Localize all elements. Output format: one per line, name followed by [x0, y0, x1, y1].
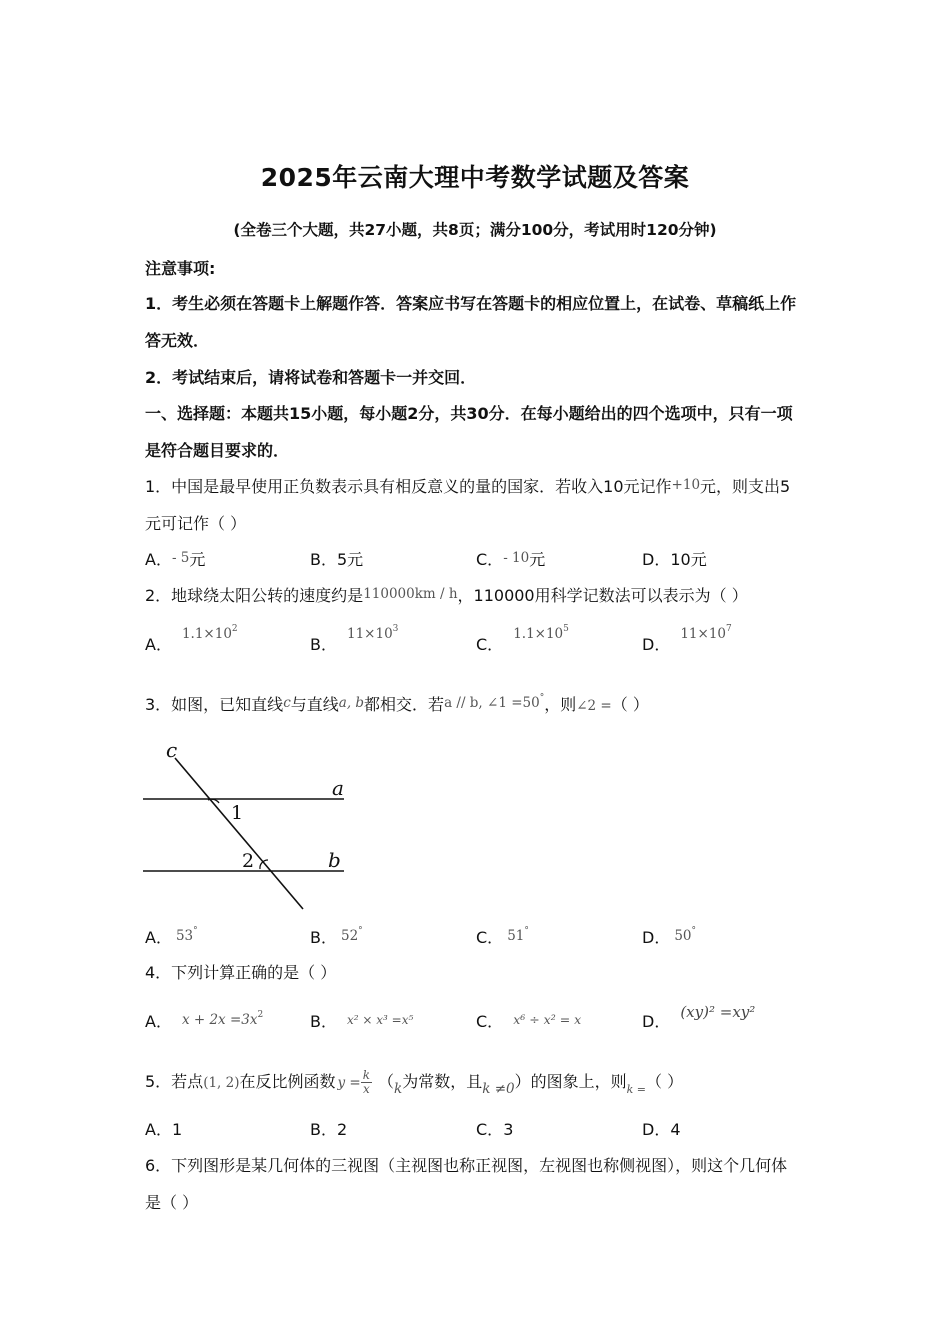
q4-option-b: B． x² × x³ =x⁵: [310, 1012, 414, 1031]
q2-option-a: A．$^{1.1\times 10^2}$: [145, 624, 238, 654]
q3-option-c: C． 51°: [476, 926, 529, 947]
q4-option-a: A． $x + 2x =3x^2$: [145, 1010, 264, 1031]
q1-text-a: 1．中国是最早使用正负数表示具有相反意义的量的国家．若收入10元记作: [145, 477, 672, 496]
section-1-heading-cont: 是符合题目要求的．: [145, 441, 290, 460]
q3-option-b: B． 52°: [310, 926, 363, 947]
q2-option-d: D．$^{11\times 10^7}$: [642, 624, 732, 654]
section-1-heading: 一、选择题：本题共15小题，每小题2分，共30分．在每小题给出的四个选项中，只有一项: [145, 404, 793, 423]
question-3: 3．如图，已知直线c与直线a, b都相交．若a // b, ∠1 =50°，则∠2 =（ ）: [145, 693, 649, 714]
notice-item-2: 2．考试结束后，请将试卷和答题卡一并交回．: [145, 368, 477, 387]
exam-subtitle: (全卷三个大题，共27小题，共8页；满分100分，考试用时120分钟): [233, 221, 717, 239]
question-6: 6．下列图形是某几何体的三视图（主视图也称正视图，左视图也称侧视图），则这个几何体: [145, 1156, 788, 1175]
question-1: [145, 474, 815, 497]
q2-text-a: 2．地球绕太阳公转的速度约是: [145, 586, 364, 605]
notice-heading: 注意事项:: [145, 259, 216, 278]
notice-item-1: 1．考生必须在答题卡上解题作答．答案应书写在答题卡的相应位置上，在试卷、草稿纸上作: [145, 294, 797, 313]
q3-option-a: A． 53°: [145, 926, 198, 947]
q2-option-b: B．$^{11\times 10^3}$: [310, 624, 399, 654]
q1-option-b: B．5元: [310, 550, 364, 569]
q2-text-b: ，110000用科学记数法可以表示为（ ）: [457, 586, 748, 605]
label-c: c: [166, 738, 178, 762]
angle-2-label: 2: [242, 850, 255, 872]
q2-math-speed: 110000km / h: [363, 586, 458, 602]
question-4: 4．下列计算正确的是（ ）: [145, 963, 337, 982]
q4-option-d: D． (xy)² =xy²: [642, 1003, 756, 1031]
parallel-lines-figure: [138, 738, 358, 916]
label-a: a: [332, 776, 344, 800]
q5-fraction: $\frac{k}{x}$: [362, 1068, 371, 1096]
question-1-cont: 元可记作（ ）: [145, 514, 247, 533]
q5-option-c: C．3: [476, 1120, 514, 1139]
q5-option-a: A．1: [145, 1120, 183, 1139]
q1-math-income: +10: [671, 477, 701, 493]
question-5: 5．若点(1, 2)在反比例函数 y = $\frac{k}{x}$ （$_k$为常数，且$_{k \ne 0}$）的图象上，则$_{k =}$（ ）: [145, 1068, 684, 1097]
q1-option-c: C．- 10元: [476, 550, 546, 569]
question-2: [145, 583, 815, 606]
line-c: [175, 758, 303, 909]
q5-option-b: B．2: [310, 1120, 348, 1139]
angle-2-arc: [260, 860, 268, 869]
q4-option-c: C． x⁶ ÷ x² = x: [476, 1012, 582, 1031]
question-6-cont: 是（ ）: [145, 1193, 199, 1212]
page-title: 2025年云南大理中考数学试题及答案: [260, 163, 690, 192]
label-b: b: [328, 848, 341, 872]
q1-option-d: D．10元: [642, 550, 707, 569]
notice-item-1-cont: 答无效．: [145, 331, 210, 350]
q1-option-a: A．- 5元: [145, 550, 206, 569]
angle-1-label: 1: [231, 802, 244, 824]
q2-option-c: C．$^{1.1\times 10^5}$: [476, 624, 569, 654]
q1-text-b: 元，则支出5: [700, 477, 791, 496]
q3-option-d: D． 50°: [642, 926, 697, 947]
q5-option-d: D．4: [642, 1120, 681, 1139]
